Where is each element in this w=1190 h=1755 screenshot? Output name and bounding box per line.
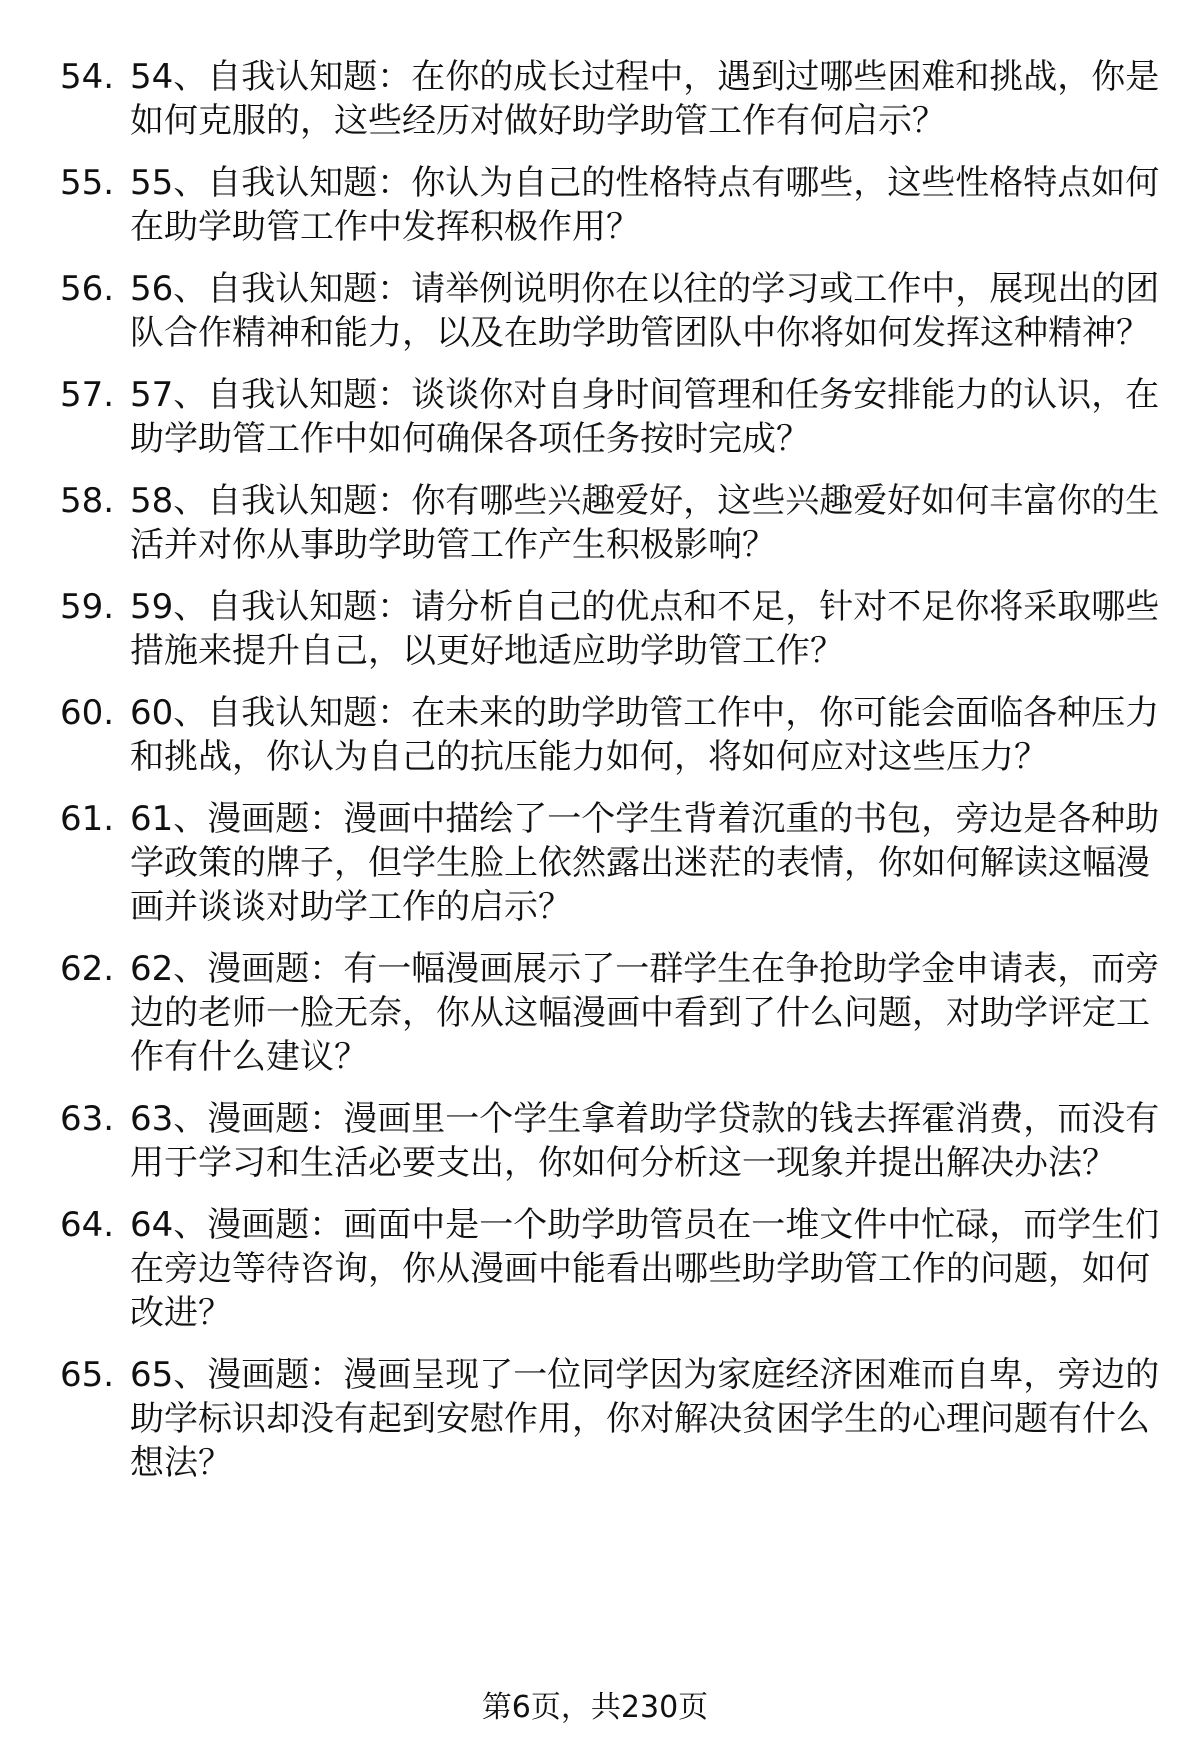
item-text: 60、自我认知题：在未来的助学助管工作中，你可能会面临各种压力和挑战，你认为自己的抗压能力如何，将如何应对这些压力？: [130, 693, 1160, 777]
item-number: 57.: [60, 375, 115, 415]
list-item: [60, 585, 1160, 673]
item-text: 57、自我认知题：谈谈你对自身时间管理和任务安排能力的认识，在助学助管工作中如何确保各项任务按时完成？: [130, 375, 1160, 459]
item-text: 59、自我认知题：请分析自己的优点和不足，针对不足你将采取哪些措施来提升自己，以更好地适应助学助管工作？: [130, 587, 1160, 671]
list-item: [60, 1203, 1160, 1335]
list-item: [60, 479, 1160, 567]
item-text: 65、漫画题：漫画呈现了一位同学因为家庭经济困难而自卑，旁边的助学标识却没有起到安慰作用，你对解决贫困学生的心理问题有什么想法？: [130, 1355, 1160, 1483]
item-number: 61.: [60, 799, 115, 839]
list-item: [60, 373, 1160, 461]
item-number: 56.: [60, 269, 115, 309]
page-footer: 第6页，共230页: [481, 1690, 709, 1725]
list-item: [60, 267, 1160, 355]
item-text: 56、自我认知题：请举例说明你在以往的学习或工作中，展现出的团队合作精神和能力，以及在助学助管团队中你将如何发挥这种精神？: [130, 269, 1160, 353]
item-number: 54.: [60, 57, 115, 97]
item-number: 55.: [60, 163, 115, 203]
item-number: 63.: [60, 1099, 115, 1139]
list-item: [60, 947, 1160, 1079]
list-item: [60, 1353, 1160, 1485]
list-item: [60, 1097, 1160, 1185]
list-item: [60, 797, 1160, 929]
item-text: 64、漫画题：画面中是一个助学助管员在一堆文件中忙碌，而学生们在旁边等待咨询，你从漫画中能看出哪些助学助管工作的问题，如何改进？: [130, 1205, 1160, 1333]
item-text: 62、漫画题：有一幅漫画展示了一群学生在争抢助学金申请表，而旁边的老师一脸无奈，你从这幅漫画中看到了什么问题，对助学评定工作有什么建议？: [130, 949, 1160, 1077]
list-item: [60, 691, 1160, 779]
question-list: [60, 55, 1160, 1503]
list-item: [60, 161, 1160, 249]
item-number: 59.: [60, 587, 115, 627]
item-number: 60.: [60, 693, 115, 733]
item-text: 61、漫画题：漫画中描绘了一个学生背着沉重的书包，旁边是各种助学政策的牌子，但学生脸上依然露出迷茫的表情，你如何解读这幅漫画并谈谈对助学工作的启示？: [130, 799, 1160, 927]
item-number: 65.: [60, 1355, 115, 1395]
item-text: 55、自我认知题：你认为自己的性格特点有哪些，这些性格特点如何在助学助管工作中发挥积极作用？: [130, 163, 1160, 247]
item-number: 62.: [60, 949, 115, 989]
item-number: 64.: [60, 1205, 115, 1245]
item-text: 54、自我认知题：在你的成长过程中，遇到过哪些困难和挑战，你是如何克服的，这些经历对做好助学助管工作有何启示？: [130, 57, 1160, 141]
item-text: 63、漫画题：漫画里一个学生拿着助学贷款的钱去挥霍消费，而没有用于学习和生活必要支出，你如何分析这一现象并提出解决办法？: [130, 1099, 1160, 1183]
list-item: [60, 55, 1160, 143]
item-number: 58.: [60, 481, 115, 521]
item-text: 58、自我认知题：你有哪些兴趣爱好，这些兴趣爱好如何丰富你的生活并对你从事助学助管工作产生积极影响？: [130, 481, 1160, 565]
